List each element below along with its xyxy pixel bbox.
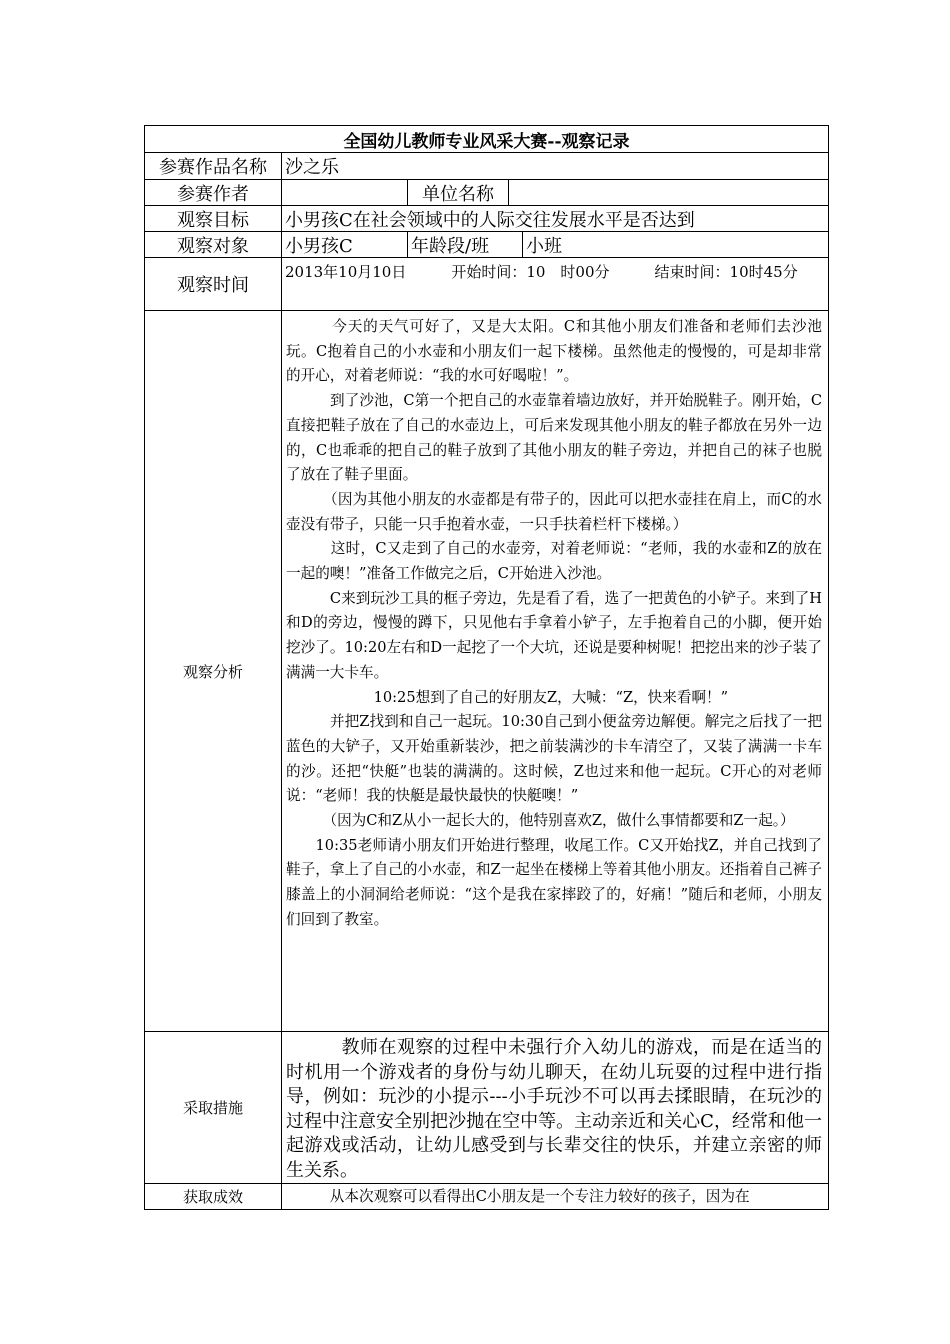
time-label: 观察时间 [145, 258, 282, 310]
results-row [145, 1184, 828, 1209]
measures-row [145, 1032, 828, 1184]
analysis-label: 观察分析 [145, 311, 282, 1031]
work-name-row [145, 153, 828, 180]
measures-content: 教师在观察的过程中未强行介入幼儿的游戏，而是在适当的时机用一个游戏者的身份与幼儿聊天，在幼儿玩耍的过程中进行指导，例如：玩沙的小提示---小手玩沙不可以再去揉眼睛，在玩沙的过程中注意安全别把沙抛在空中等。主动亲近和关心C，经常和他一起游戏或活动，让幼儿感受到与长辈交往的快乐，并建立亲密的师生关系。 [286, 1037, 822, 1181]
goal-value: 小男孩C在社会领域中的人际交往发展水平是否达到 [285, 209, 695, 231]
analysis-paragraph: （因为其他小朋友的水壶都是有带子的，因此可以把水壶挂在肩上，而C的水壶没有带子，只能一只手抱着水壶，一只手扶着栏杆下楼梯。） [286, 490, 822, 533]
results-content: 从本次观察可以看得出C小朋友是一个专注力较好的孩子，因为在 [286, 1188, 750, 1205]
analysis-paragraph: 10:25想到了自己的好朋友Z，大喊：“Z，快来看啊！” [286, 688, 729, 706]
observation-record-table [144, 125, 829, 1210]
unit-label: 单位名称 [408, 180, 509, 205]
author-value [282, 180, 408, 205]
analysis-paragraph: 到了沙池，C第一个把自己的水壶靠着墙边放好，并开始脱鞋子。刚开始，C直接把鞋子放在了自己的水壶边上，可后来发现其他小朋友的鞋子都放在另外一边的，C也乖乖的把自己的鞋子放到了其他小朋友的鞋子旁边，并把自己的袜子也脱了放在了鞋子里面。 [286, 392, 822, 484]
work-name-label: 参赛作品名称 [145, 153, 282, 179]
age-value: 小班 [526, 235, 562, 257]
subject-label: 观察对象 [145, 232, 282, 257]
time-row [145, 258, 828, 311]
measures-label: 采取措施 [145, 1032, 282, 1183]
subject-row [145, 232, 828, 258]
analysis-paragraph: 10:35老师请小朋友们开始进行整理，收尾工作。C又开始找Z，并自己找到了鞋子，拿上了自己的小水壶，和Z一起坐在楼梯上等着其他小朋友。还指着自己裤子膝盖上的小洞洞给老师说：“这个是我在家摔跤了的，好痛！”随后和老师，小朋友们回到了教室。 [286, 836, 822, 928]
work-name-value: 沙之乐 [285, 157, 339, 178]
analysis-content [282, 311, 828, 1031]
analysis-paragraph: 并把Z找到和自己一起玩。10:30自己到小便盆旁边解便。解完之后找了一把蓝色的大铲子，又开始重新装沙，把之前装满沙的卡车清空了，又装了满满一卡车的沙。还把“快艇”也装的满满的。这时候，Z也过来和他一起玩。C开心的对老师说：“老师！我的快艇是最快最快的快艇噢！” [286, 713, 822, 805]
goal-label: 观察目标 [145, 206, 282, 231]
table-title: 全国幼儿教师专业风采大赛--观察记录 [145, 126, 828, 153]
goal-row [145, 206, 828, 232]
analysis-paragraph: （因为C和Z从小一起长大的，他特别喜欢Z，做什么事情都要和Z一起。） [286, 812, 795, 830]
analysis-paragraph: 今天的天气可好了，又是大太阳。C和其他小朋友们准备和老师们去沙池玩。C抱着自己的小水壶和小朋友们一起下楼梯。虽然他走的慢慢的，可是却非常的开心，对着老师说：“我的水可好喝啦！”。 [286, 318, 822, 385]
age-label: 年龄段/班 [408, 232, 523, 257]
author-row [145, 180, 828, 206]
analysis-paragraph: 这时，C又走到了自己的水壶旁，对着老师说：“老师，我的水壶和Z的放在一起的噢！”准备工作做完之后，C开始进入沙池。 [286, 540, 822, 583]
results-label: 获取成效 [145, 1184, 282, 1209]
unit-value [509, 180, 828, 205]
author-label: 参赛作者 [145, 180, 282, 205]
analysis-row [145, 311, 828, 1032]
analysis-paragraph: C来到玩沙工具的框子旁边，先是看了看，选了一把黄色的小铲子。来到了H和D的旁边，慢慢的蹲下，只见他右手拿着小铲子，左手抱着自己的小脚，便开始挖沙了。10:20左右和D一起挖了一个大坑，还说是要种树呢！把挖出来的沙子装了满满一大卡车。 [286, 589, 822, 681]
subject-value: 小男孩C [282, 232, 408, 257]
time-value: 2013年10月10日 开始时间：10 时00分 结束时间：10时45分 [285, 263, 798, 281]
